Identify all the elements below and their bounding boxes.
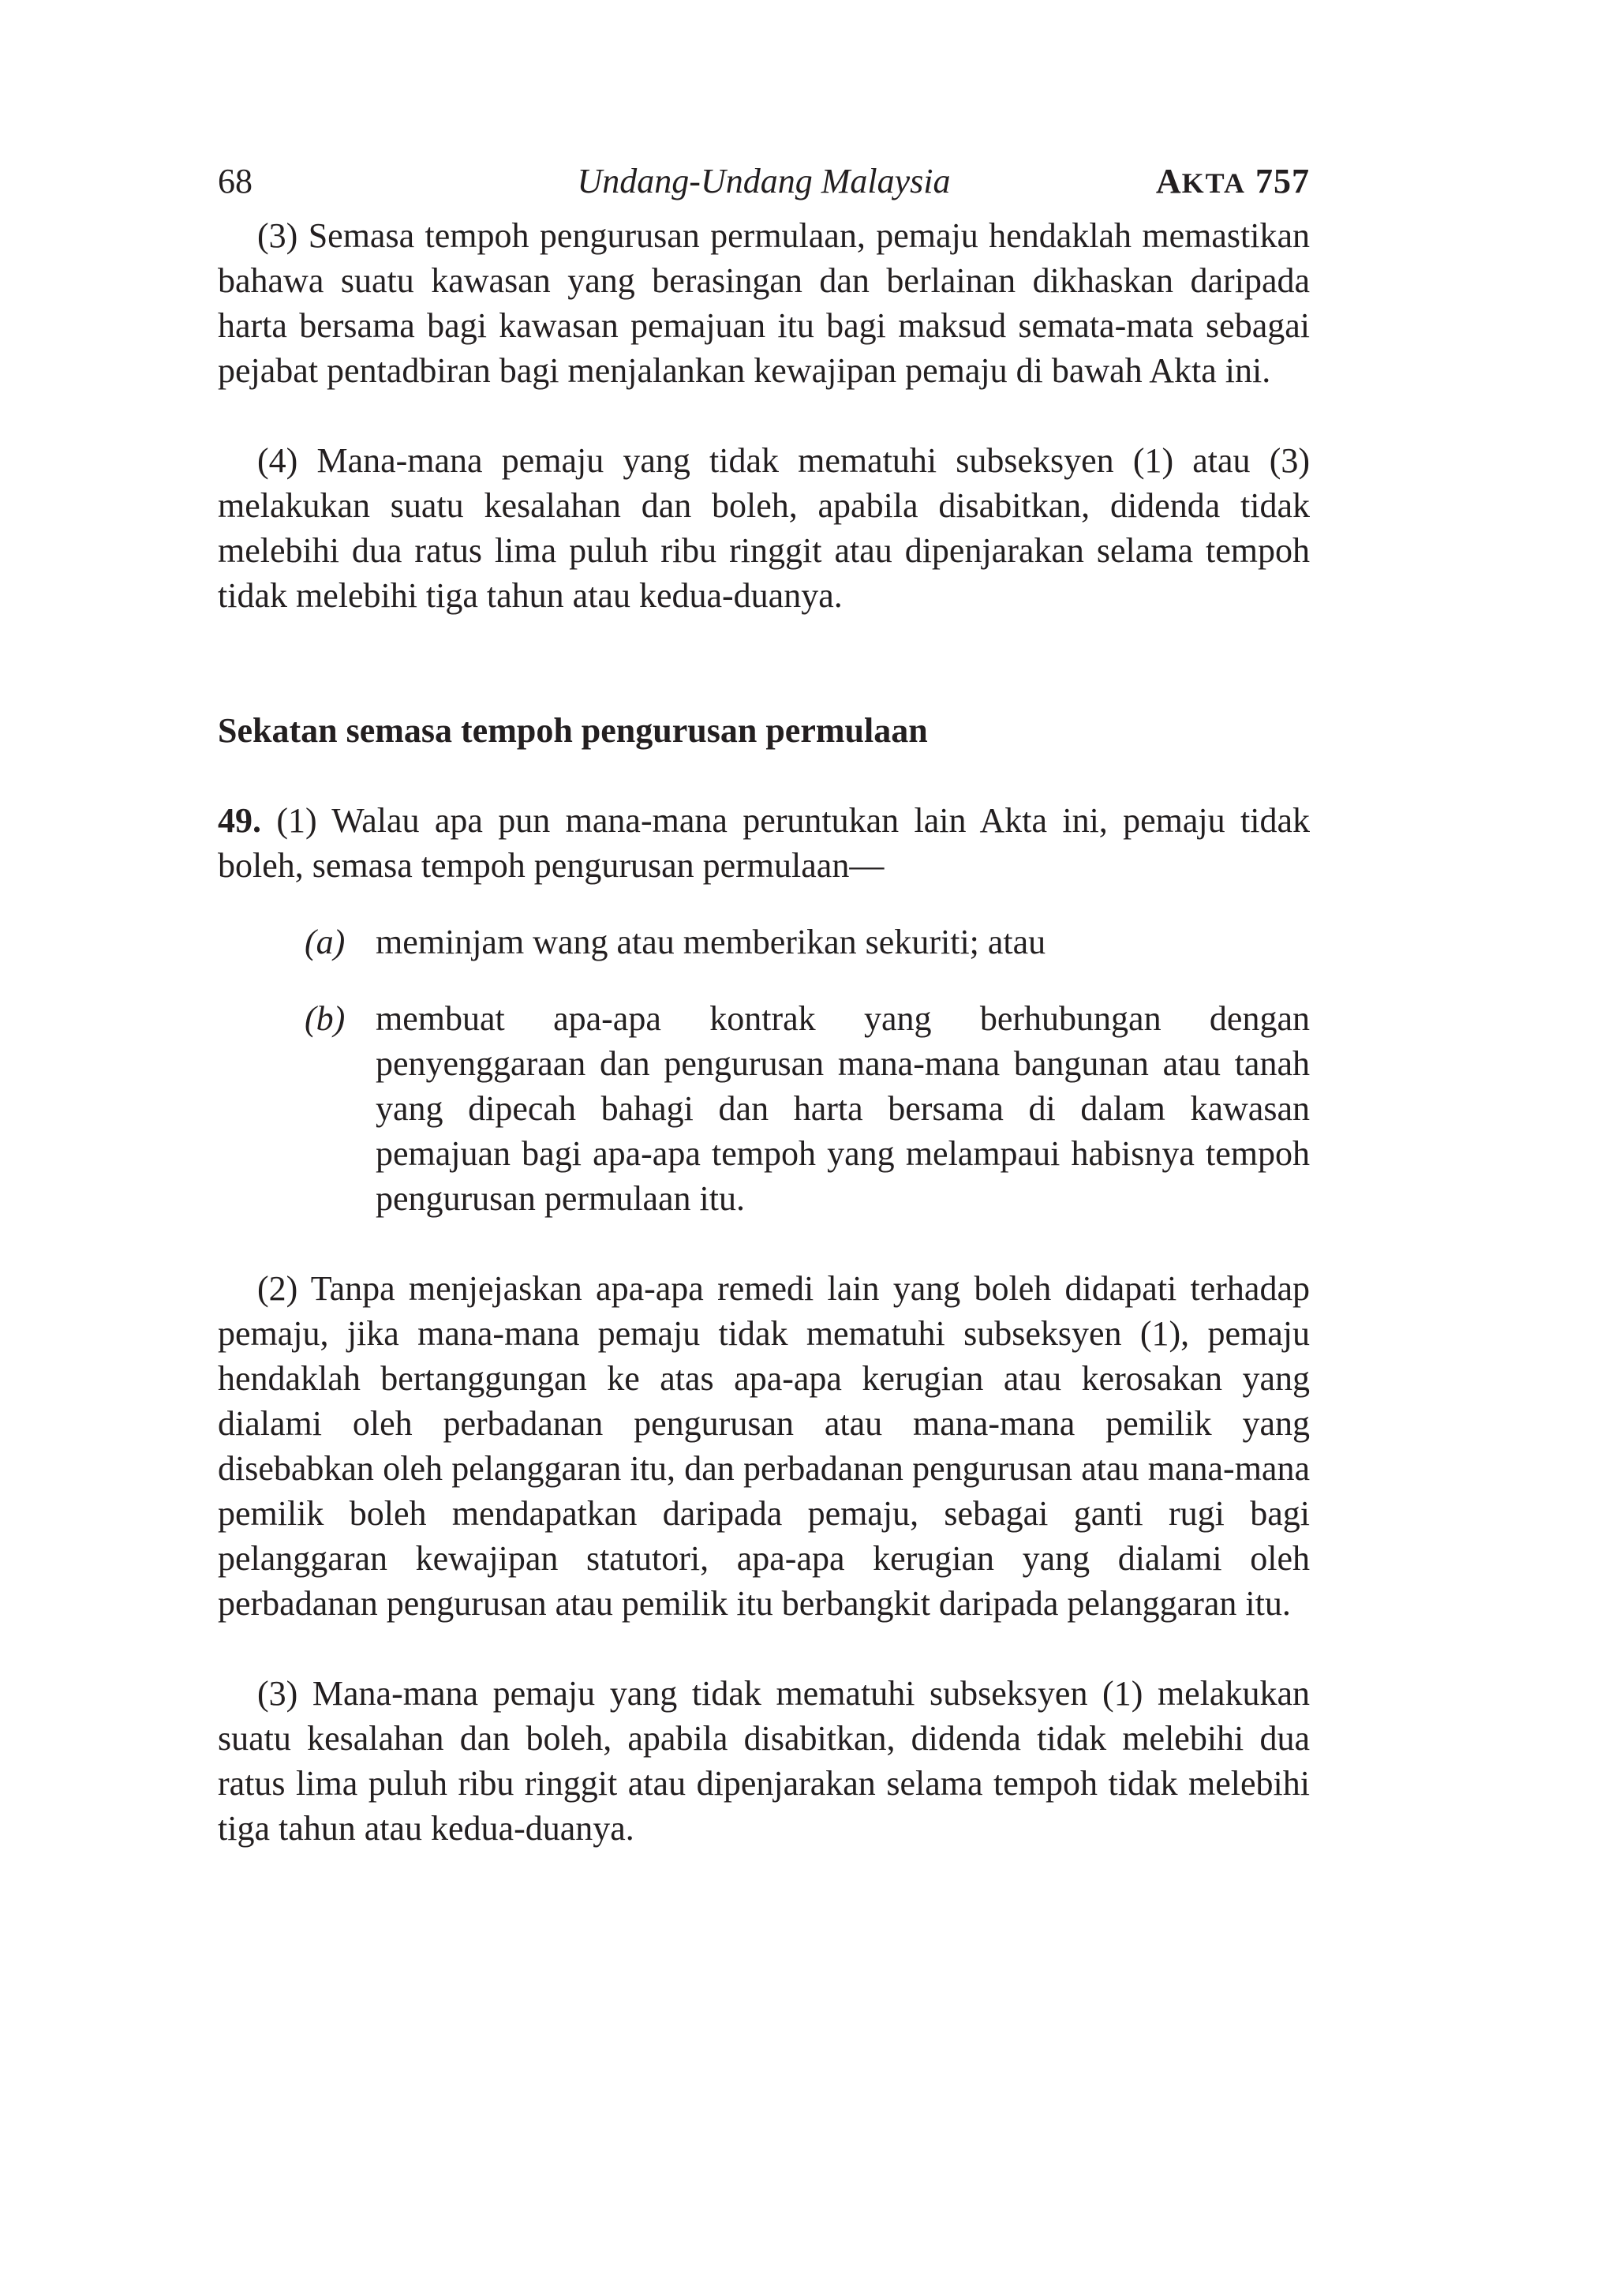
section-intro-text: (1) Walau apa pun mana-mana peruntukan lain Akta ini, pemaju tidak boleh, semasa tempoh pengurusan permulaan—: [218, 801, 1310, 885]
list-item-text: membuat apa-apa kontrak yang berhubungan dengan penyenggaraan dan pengurusan mana-mana bangunan atau tanah yang dipecah bahagi dan harta bersama di dalam kawasan pemajuan bagi apa-apa tempoh yang melampaui habisnya tempoh pengurusan permulaan itu.: [376, 999, 1310, 1218]
act-number: 757: [1255, 162, 1310, 200]
paragraph-subsection-4: (4) Mana-mana pemaju yang tidak mematuhi subseksyen (1) atau (3) melakukan suatu kesalahan dan boleh, apabila disabitkan, didenda tidak melebihi dua ratus lima puluh ribu ringgit atau dipenjarakan selama tempoh tidak melebihi tiga tahun atau kedua-duanya.: [218, 441, 1310, 615]
running-title: Undang-Undang Malaysia: [577, 162, 951, 200]
section-heading: Sekatan semasa tempoh pengurusan permulaan: [218, 711, 928, 750]
document-page: [218, 150, 1310, 1851]
section-49-intro: [218, 798, 1310, 888]
paragraph-subsection-2: (2) Tanpa menjejaskan apa-apa remedi lain yang boleh didapati terhadap pemaju, jika mana-mana pemaju tidak mematuhi subseksyen (1), pemaju hendaklah bertanggungan ke atas apa-apa kerugian atau kerosakan yang dialami oleh perbadanan pengurusan atau mana-mana pemilik yang disebabkan oleh pelanggaran itu, dan perbadanan pengurusan atau mana-mana pemilik boleh mendapatkan daripada pemaju, sebagai ganti rugi bagi pelanggaran kewajipan statutori, apa-apa kerugian yang dialami oleh perbadanan pengurusan atau pemilik itu berbangkit daripada pelanggaran itu.: [218, 1269, 1310, 1623]
list-item-label: (a): [305, 923, 346, 961]
act-label-first: A: [1155, 162, 1182, 200]
paragraph-subsection-3-top: (3) Semasa tempoh pengurusan permulaan, pemaju hendaklah memastikan bahawa suatu kawasan yang berasingan dan berlainan dikhaskan daripada harta bersama bagi kawasan pemajuan itu bagi maksud semata-mata sebagai pejabat pentadbiran bagi menjalankan kewajipan pemaju di bawah Akta ini.: [218, 216, 1310, 390]
page-number: 68: [218, 162, 252, 200]
paragraph-subsection-3: (3) Mana-mana pemaju yang tidak mematuhi subseksyen (1) melakukan suatu kesalahan dan boleh, apabila disabitkan, didenda tidak melebihi dua ratus lima puluh ribu ringgit atau dipenjarakan selama tempoh tidak melebihi tiga tahun atau kedua-duanya.: [218, 1674, 1310, 1848]
act-label: [1156, 150, 1310, 215]
list-item-label: (b): [305, 999, 346, 1038]
list-item: [218, 920, 1310, 964]
section-number: 49.: [218, 801, 261, 840]
page-header: [218, 150, 1310, 213]
list-item: [218, 996, 1310, 1221]
act-label-rest: KTA: [1181, 167, 1246, 199]
list-item-text: meminjam wang atau memberikan sekuriti; atau: [376, 923, 1046, 961]
